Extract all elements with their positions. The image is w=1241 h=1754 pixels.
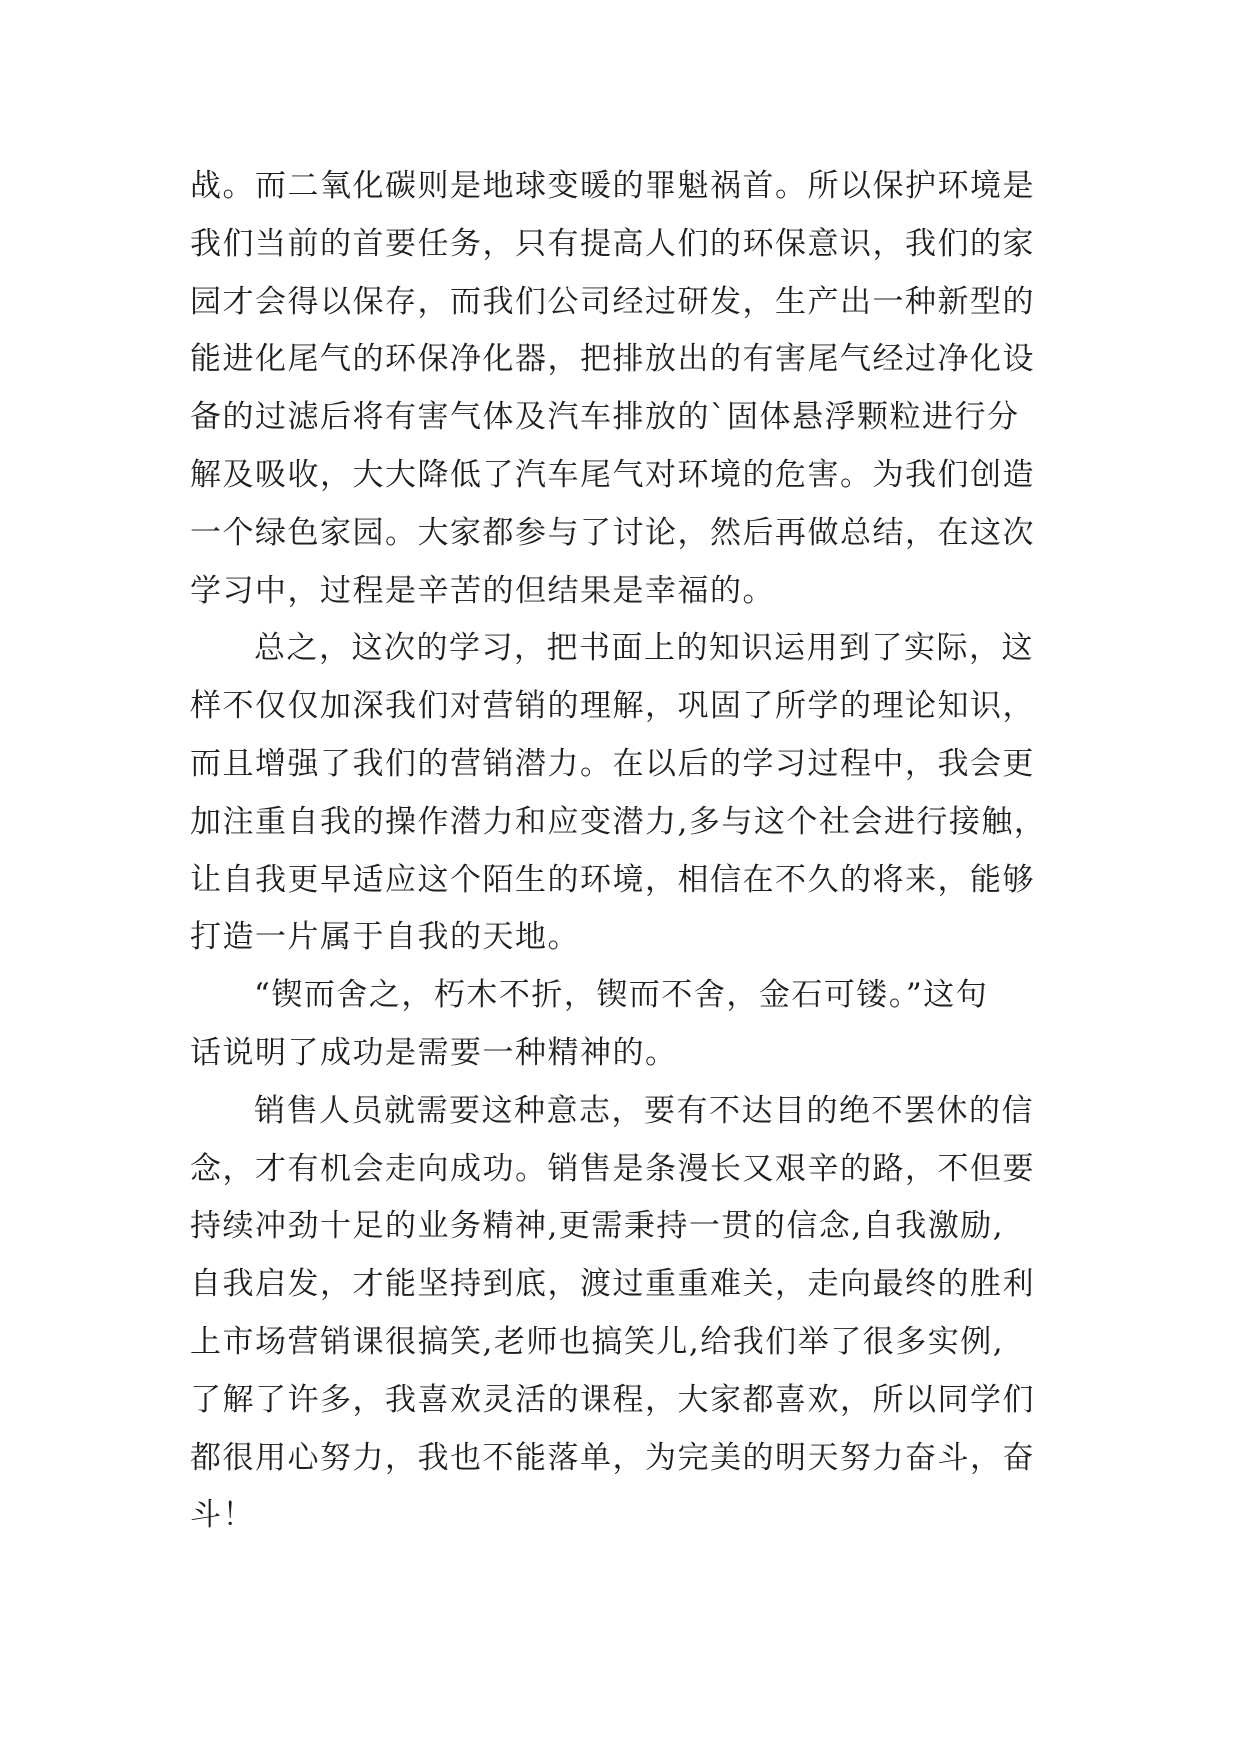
- text-line: 样不仅仅加深我们对营销的理解，巩固了所学的理论知识，: [190, 688, 1035, 725]
- text-line: 园才会得以保存，而我们公司经过研发，生产出一种新型的: [190, 283, 1035, 320]
- text-line: 念，才有机会走向成功。销售是条漫长又艰辛的路，不但要: [190, 1150, 1035, 1187]
- text-line: 自我启发，才能坚持到底，渡过重重难关，走向最终的胜利: [190, 1266, 1035, 1303]
- text-line: 都很用心努力，我也不能落单，为完美的明天努力奋斗，奋: [190, 1439, 1035, 1476]
- text-line: 一个绿色家园。大家都参与了讨论，然后再做总结，在这次: [190, 514, 1035, 551]
- text-line: 学习中，过程是辛苦的但结果是幸福的。: [190, 572, 775, 609]
- paragraph-first-line: 销售人员就需要这种意志，要有不达目的绝不罢休的信: [254, 1092, 1034, 1129]
- paragraph-first-line: 总之，这次的学习，把书面上的知识运用到了实际，这: [254, 630, 1034, 667]
- paragraph-first-line: “锲而舍之，朽木不折，锲而不舍，金石可镂。”这句: [254, 977, 989, 1014]
- text-line: 了解了许多，我喜欢灵活的课程，大家都喜欢，所以同学们: [190, 1381, 1035, 1418]
- text-line: 而且增强了我们的营销潜力。在以后的学习过程中，我会更: [190, 745, 1035, 782]
- text-line: 持续冲劲十足的业务精神,更需秉持一贯的信念,自我激励,: [190, 1208, 1005, 1245]
- text-line: 我们当前的首要任务，只有提高人们的环保意识，我们的家: [190, 225, 1035, 262]
- text-line: 斗！: [190, 1497, 255, 1534]
- text-line: 备的过滤后将有害气体及汽车排放的`固体悬浮颗粒进行分: [190, 399, 1020, 436]
- text-line: 话说明了成功是需要一种精神的。: [190, 1034, 678, 1071]
- text-line: 解及吸收，大大降低了汽车尾气对环境的危害。为我们创造: [190, 456, 1035, 493]
- text-line: 打造一片属于自我的天地。: [190, 919, 580, 956]
- text-line: 让自我更早适应这个陌生的环境，相信在不久的将来，能够: [190, 861, 1035, 898]
- text-line: 战。而二氧化碳则是地球变暖的罪魁祸首。所以保护环境是: [190, 168, 1035, 204]
- text-line: 加注重自我的操作潜力和应变潜力,多与这个社会进行接触，: [190, 803, 1047, 840]
- text-line: 能进化尾气的环保净化器，把排放出的有害尾气经过净化设: [190, 341, 1035, 378]
- body-text: [190, 158, 1070, 1545]
- text-line: 上市场营销课很搞笑,老师也搞笑儿,给我们举了很多实例,: [190, 1323, 1005, 1360]
